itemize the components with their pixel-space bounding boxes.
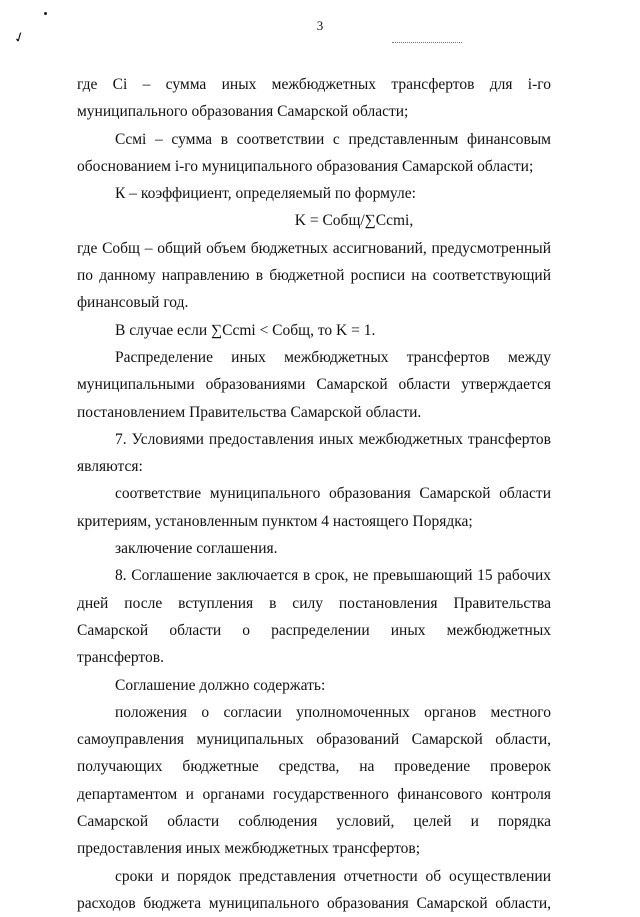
paragraph: Соглашение должно содержать: <box>115 676 326 694</box>
paragraph: 7. Условиями предоставления иных межбюджетных трансфертов являются: <box>77 430 551 476</box>
paragraph: заключение соглашения. <box>115 540 278 558</box>
paragraph: К – коэффициент, определяемый по формуле: <box>115 185 416 203</box>
scan-mark-tick: ✓ <box>11 29 28 48</box>
paragraph: где Cобщ – общий объем бюджетных ассигнований, предусмотренный по данному направлению в бюджетной росписи на соответствующий финансовый год. <box>77 239 551 312</box>
document-body <box>77 71 551 917</box>
paragraph: 8. Соглашение заключается в срок, не превышающий 15 рабочих дней после вступления в силу постановления Правительства Самарской области о распределении иных межбюджетных трансфертов. <box>77 567 551 667</box>
paragraph: где Ci – сумма иных межбюджетных трансфертов для i-го муниципального образования Самарской области; <box>77 76 551 121</box>
paragraph: Cсмi – сумма в соответствии с представленным финансовым обоснованием i-го муниципального образования Самарской области; <box>77 130 551 175</box>
paragraph: положения о согласии уполномоченных органов местного самоуправления муниципальных образований Самарской области, получающих бюджетные средства, на проведение проверок департаментом и органами государственного финансового контроля Самарской области соблюдения условий, целей и порядка предоставления иных межбюджетных трансфертов; <box>77 703 551 858</box>
scan-mark-dashes <box>392 42 462 43</box>
scan-mark-dot <box>44 12 47 15</box>
page-number: 3 <box>316 18 324 33</box>
paragraph: соответствие муниципального образования Самарской области критериям, установленным пунктом 4 настоящего Порядка; <box>77 485 551 530</box>
formula-line: K = Cобщ/∑Cсmi, <box>294 212 414 230</box>
paragraph: сроки и порядок представления отчетности об осуществлении расходов бюджета муниципального образования Самарской области, <box>77 867 551 912</box>
paragraph: Распределение иных межбюджетных трансфертов между муниципальными образованиями Самарской области утверждается постановлением Правительства Самарской области. <box>77 348 551 421</box>
paragraph: В случае если ∑Cсmi < Cобщ, то K = 1. <box>115 321 376 339</box>
